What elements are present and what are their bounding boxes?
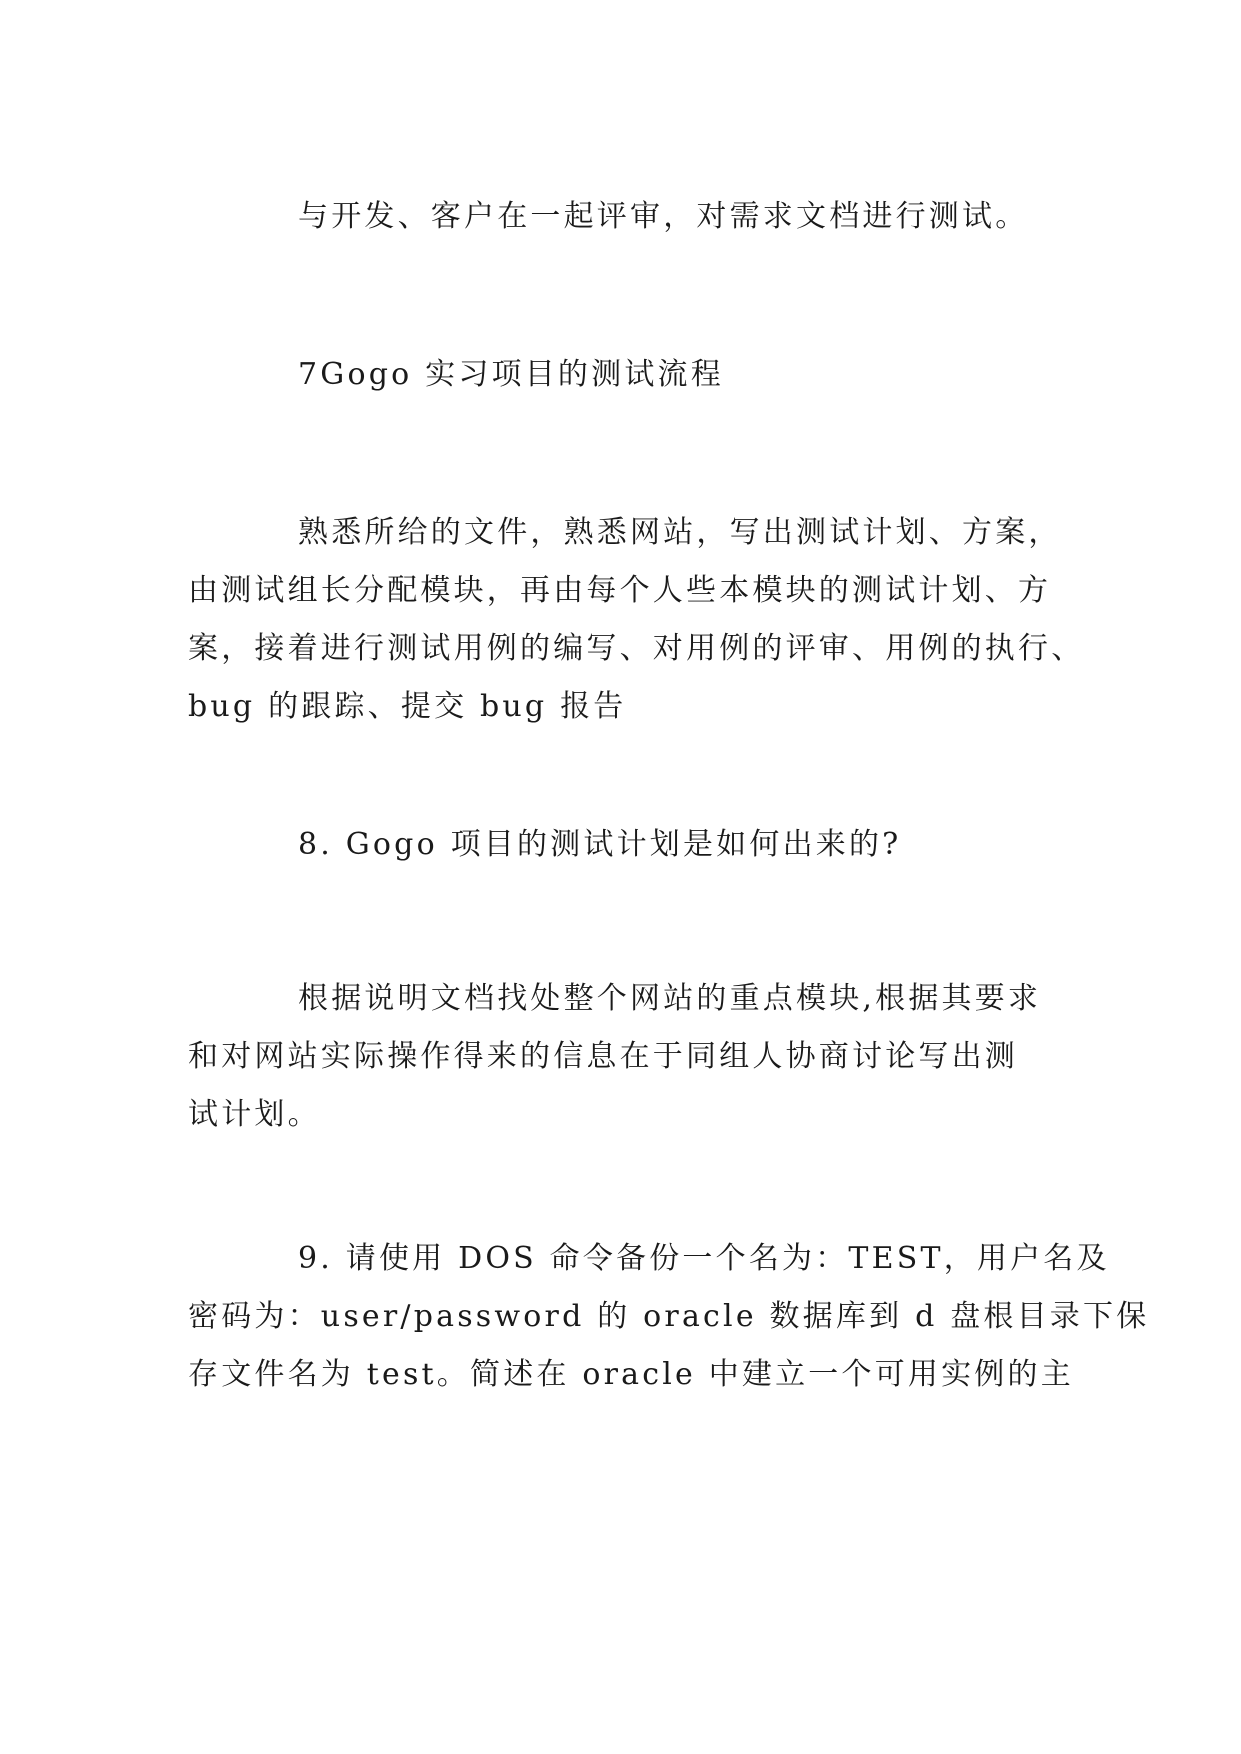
text-line: 8. Gogo 项目的测试计划是如何出来的? (298, 827, 902, 862)
text-line: 7Gogo 实习项目的测试流程 (298, 357, 724, 392)
text-line: 9. 请使用 DOS 命令备份一个名为：TEST，用户名及 (298, 1241, 1110, 1276)
text-line: 由测试组长分配模块，再由每个人些本模块的测试计划、方 (188, 573, 1052, 608)
question-7-answer (188, 504, 1085, 736)
question-7-heading (188, 346, 1058, 404)
question-8-answer (188, 970, 1058, 1144)
paragraph-review (188, 188, 1058, 246)
text-line: 密码为：user/password 的 oracle 数据库到 d 盘根目录下保 (188, 1299, 1150, 1334)
text-line: bug 的跟踪、提交 bug 报告 (188, 689, 627, 724)
text-line: 试计划。 (188, 1097, 321, 1132)
question-8-heading (188, 816, 1058, 874)
text-line: 与开发、客户在一起评审，对需求文档进行测试。 (298, 199, 1029, 234)
text-line: 案，接着进行测试用例的编写、对用例的评审、用例的执行、 (188, 631, 1085, 666)
text-line: 熟悉所给的文件，熟悉网站，写出测试计划、方案， (298, 515, 1062, 550)
text-line: 存文件名为 test。简述在 oracle 中建立一个可用实例的主 (188, 1357, 1074, 1392)
question-9 (188, 1230, 1150, 1404)
text-line: 根据说明文档找处整个网站的重点模块,根据其要求 (298, 981, 1042, 1016)
text-line: 和对网站实际操作得来的信息在于同组人协商讨论写出测 (188, 1039, 1018, 1074)
